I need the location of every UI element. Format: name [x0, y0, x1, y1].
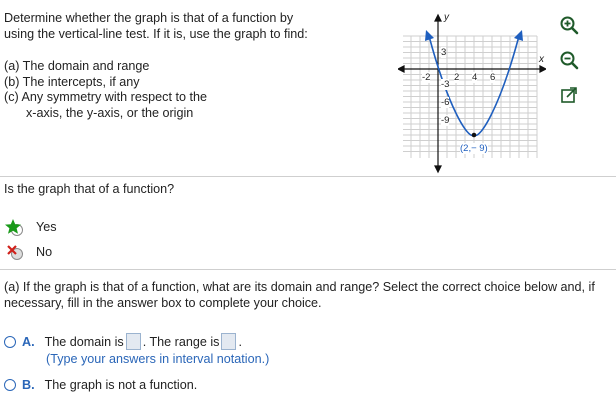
choice-no-label: No [36, 245, 53, 259]
part-c-item-continued: x-axis, the y-axis, or the origin [26, 105, 194, 120]
option-a-letter: A. [22, 334, 35, 349]
vertex-label: (2,− 9) [460, 143, 488, 154]
incorrect-x-icon [4, 243, 24, 261]
problem-parts [4, 59, 207, 121]
option-a-middle: . The range is [142, 334, 220, 349]
problem-line-2: using the vertical-line test. If it is, use the graph to find: [4, 26, 308, 41]
question-text: Is the graph that of a function? [4, 182, 175, 196]
x-tick-label: 6 [490, 72, 496, 83]
correct-star-icon [4, 218, 24, 236]
option-b-text: The graph is not a function. [44, 378, 198, 392]
part-a-text-line-2: necessary, fill in the answer box to complete your choice. [4, 296, 322, 310]
vertex-point [472, 133, 477, 138]
problem-statement [4, 11, 364, 42]
y-tick-label: -3 [441, 79, 450, 90]
problem-line-1: Determine whether the graph is that of a function by [4, 11, 294, 25]
x-tick-label: 2 [454, 72, 460, 83]
y-axis-label: y [444, 12, 449, 23]
domain-answer-box[interactable] [126, 333, 141, 350]
section-divider [0, 176, 616, 177]
function-graph [398, 12, 546, 174]
option-b[interactable] [4, 378, 197, 392]
part-b-item: (b) The intercepts, if any [4, 74, 140, 89]
option-a[interactable] [4, 333, 242, 350]
option-b-radio[interactable] [4, 379, 16, 391]
section-divider [0, 269, 616, 270]
choice-no[interactable] [4, 243, 52, 261]
part-a-item: (a) The domain and range [4, 59, 150, 73]
range-answer-box[interactable] [221, 333, 236, 350]
zoom-out-button[interactable] [558, 49, 580, 71]
option-a-radio[interactable] [4, 336, 16, 348]
zoom-out-icon [559, 50, 579, 70]
x-tick-label: -2 [422, 72, 431, 83]
y-tick-label: -6 [441, 97, 450, 108]
zoom-in-button[interactable] [558, 14, 580, 36]
x-tick-label: 4 [472, 72, 478, 83]
option-b-letter: B. [22, 378, 35, 392]
part-a-text-line-1: (a) If the graph is that of a function, what are its domain and range? Select the correct choice below and, if [4, 280, 595, 294]
y-tick-label: -9 [441, 115, 450, 126]
part-a-question [4, 279, 612, 311]
popout-button[interactable] [558, 84, 580, 106]
part-c-item: (c) Any symmetry with respect to the [4, 90, 207, 104]
graph-grid [403, 36, 537, 158]
external-window-icon [560, 86, 578, 104]
choice-yes[interactable] [4, 218, 57, 236]
option-a-suffix: . [238, 334, 242, 349]
x-axis-label: x [539, 54, 544, 65]
choice-yes-label: Yes [36, 220, 57, 234]
y-tick-label: 3 [441, 47, 447, 58]
option-a-prefix: The domain is [44, 334, 124, 349]
option-a-hint: (Type your answers in interval notation.) [46, 352, 270, 366]
zoom-in-icon [559, 15, 579, 35]
